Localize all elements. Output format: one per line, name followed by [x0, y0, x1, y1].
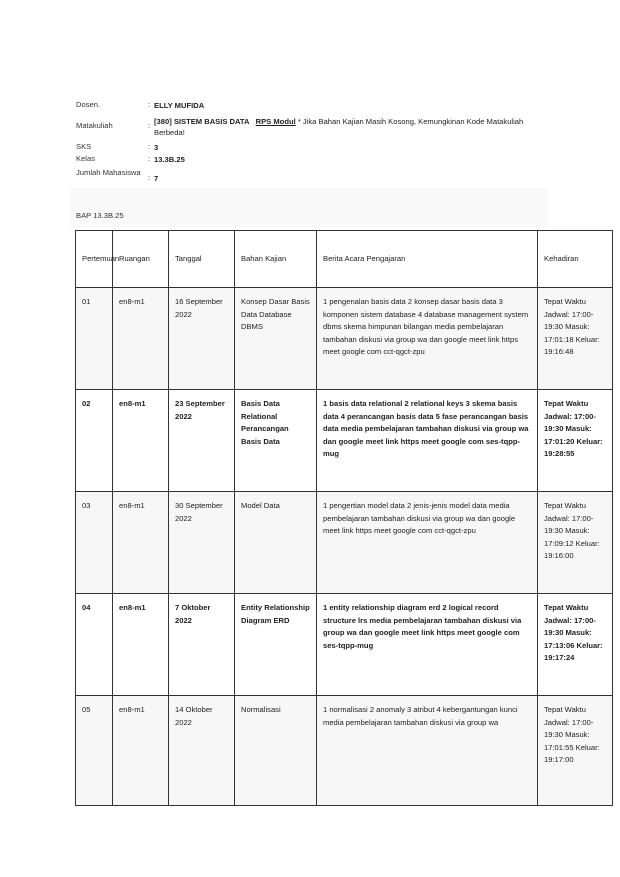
- cell-pertemuan: 02: [76, 390, 113, 492]
- jumlah-value: 7: [154, 174, 159, 183]
- separator: :: [148, 173, 151, 182]
- dosen-label: Dosen.: [76, 100, 101, 109]
- cell-bahan-kajian: Konsep Dasar Basis Data Database DBMS: [235, 288, 317, 390]
- cell-berita-acara: 1 pengenalan basis data 2 konsep dasar basis data 3 komponen sistem database 4 database management system dbms skema himpunan bilangan media pembelajaran tambahan diskusi via group wa dan google meet link https meet google com cct-qgct-zpu: [317, 288, 538, 390]
- separator: :: [148, 154, 151, 163]
- cell-kehadiran: Tepat Waktu Jadwal: 17:00-19:30 Masuk: 17:01:20 Keluar: 19:28:55: [538, 390, 613, 492]
- cell-tanggal: 16 September 2022: [169, 288, 235, 390]
- cell-bahan-kajian: Normalisasi: [235, 696, 317, 806]
- table-row: [76, 696, 613, 806]
- cell-ruangan: en8-m1: [113, 696, 169, 806]
- dosen-value: ELLY MUFIDA: [154, 101, 205, 110]
- cell-pertemuan: 01: [76, 288, 113, 390]
- rps-modul-link[interactable]: RPS Modul: [255, 117, 296, 126]
- matakuliah-note: * Jika Bahan Kajian Masih Kosong, Kemungkinan Kode Matakuliah Berbeda!: [154, 117, 524, 137]
- jumlah-label: Jumlah Mahasiswa: [76, 168, 141, 177]
- table-header-row: [76, 231, 613, 288]
- table-row: [76, 492, 613, 594]
- cell-tanggal: 30 September 2022: [169, 492, 235, 594]
- header-tanggal: Tanggal: [169, 231, 235, 288]
- table-row: [76, 288, 613, 390]
- cell-ruangan: en8-m1: [113, 288, 169, 390]
- cell-bahan-kajian: Basis Data Relational Perancangan Basis Data: [235, 390, 317, 492]
- cell-berita-acara: 1 pengertian model data 2 jenis-jenis model data media pembelajaran tambahan diskusi via group wa dan google meet link https meet google com cct-qgct-zpu: [317, 492, 538, 594]
- cell-bahan-kajian: Model Data: [235, 492, 317, 594]
- cell-berita-acara: 1 entity relationship diagram erd 2 logical record structure lrs media pembelajaran tambahan diskusi via group wa dan google meet link https meet google com ses-tqpp-mug: [317, 594, 538, 696]
- cell-pertemuan: 04: [76, 594, 113, 696]
- cell-kehadiran: Tepat Waktu Jadwal: 17:00-19:30 Masuk: 17:01:55 Keluar: 19:17:00: [538, 696, 613, 806]
- cell-pertemuan: 05: [76, 696, 113, 806]
- cell-ruangan: en8-m1: [113, 492, 169, 594]
- sks-value: 3: [154, 143, 159, 152]
- cell-berita-acara: 1 normalisasi 2 anomaly 3 atribut 4 kebergantungan kunci media pembelajaran tambahan diskusi via group wa: [317, 696, 538, 806]
- cell-tanggal: 14 Oktober 2022: [169, 696, 235, 806]
- course-info: [76, 100, 548, 189]
- separator: :: [148, 121, 151, 130]
- cell-tanggal: 23 September 2022: [169, 390, 235, 492]
- bap-title: BAP 13.3B.25: [76, 211, 124, 220]
- cell-ruangan: en8-m1: [113, 390, 169, 492]
- cell-pertemuan: 03: [76, 492, 113, 594]
- section-background: [70, 188, 548, 228]
- bap-table: [75, 230, 613, 806]
- table-row: [76, 390, 613, 492]
- header-kehadiran: Kehadiran: [538, 231, 613, 288]
- header-bahan-kajian: Bahan Kajian: [235, 231, 317, 288]
- header-berita-acara: Berita Acara Pengajaran: [317, 231, 538, 288]
- cell-kehadiran: Tepat Waktu Jadwal: 17:00-19:30 Masuk: 17:09:12 Keluar: 19:16:00: [538, 492, 613, 594]
- kelas-label: Kelas: [76, 154, 95, 163]
- cell-bahan-kajian: Entity Relationship Diagram ERD: [235, 594, 317, 696]
- separator: :: [148, 142, 151, 151]
- header-pertemuan: Pertemuan: [76, 231, 113, 288]
- matakuliah-label: Matakuliah: [76, 121, 113, 130]
- separator: :: [148, 100, 151, 109]
- cell-ruangan: en8-m1: [113, 594, 169, 696]
- cell-berita-acara: 1 basis data relational 2 relational keys 3 skema basis data 4 perancangan basis data 5 fase perancangan basis data media pembelajaran tambahan diskusi via group wa dan google meet link https meet google com ses-tqpp-mug: [317, 390, 538, 492]
- sks-label: SKS: [76, 142, 92, 151]
- header-ruangan: Ruangan: [113, 231, 169, 288]
- cell-kehadiran: Tepat Waktu Jadwal: 17:00-19:30 Masuk: 17:01:18 Keluar: 19:16:48: [538, 288, 613, 390]
- cell-tanggal: 7 Oktober 2022: [169, 594, 235, 696]
- cell-kehadiran: Tepat Waktu Jadwal: 17:00-19:30 Masuk: 17:13:06 Keluar: 19:17:24: [538, 594, 613, 696]
- matakuliah-name: [380] SISTEM BASIS DATA: [154, 117, 250, 126]
- kelas-value: 13.3B.25: [154, 155, 185, 164]
- table-row: [76, 594, 613, 696]
- matakuliah-value: [154, 116, 548, 138]
